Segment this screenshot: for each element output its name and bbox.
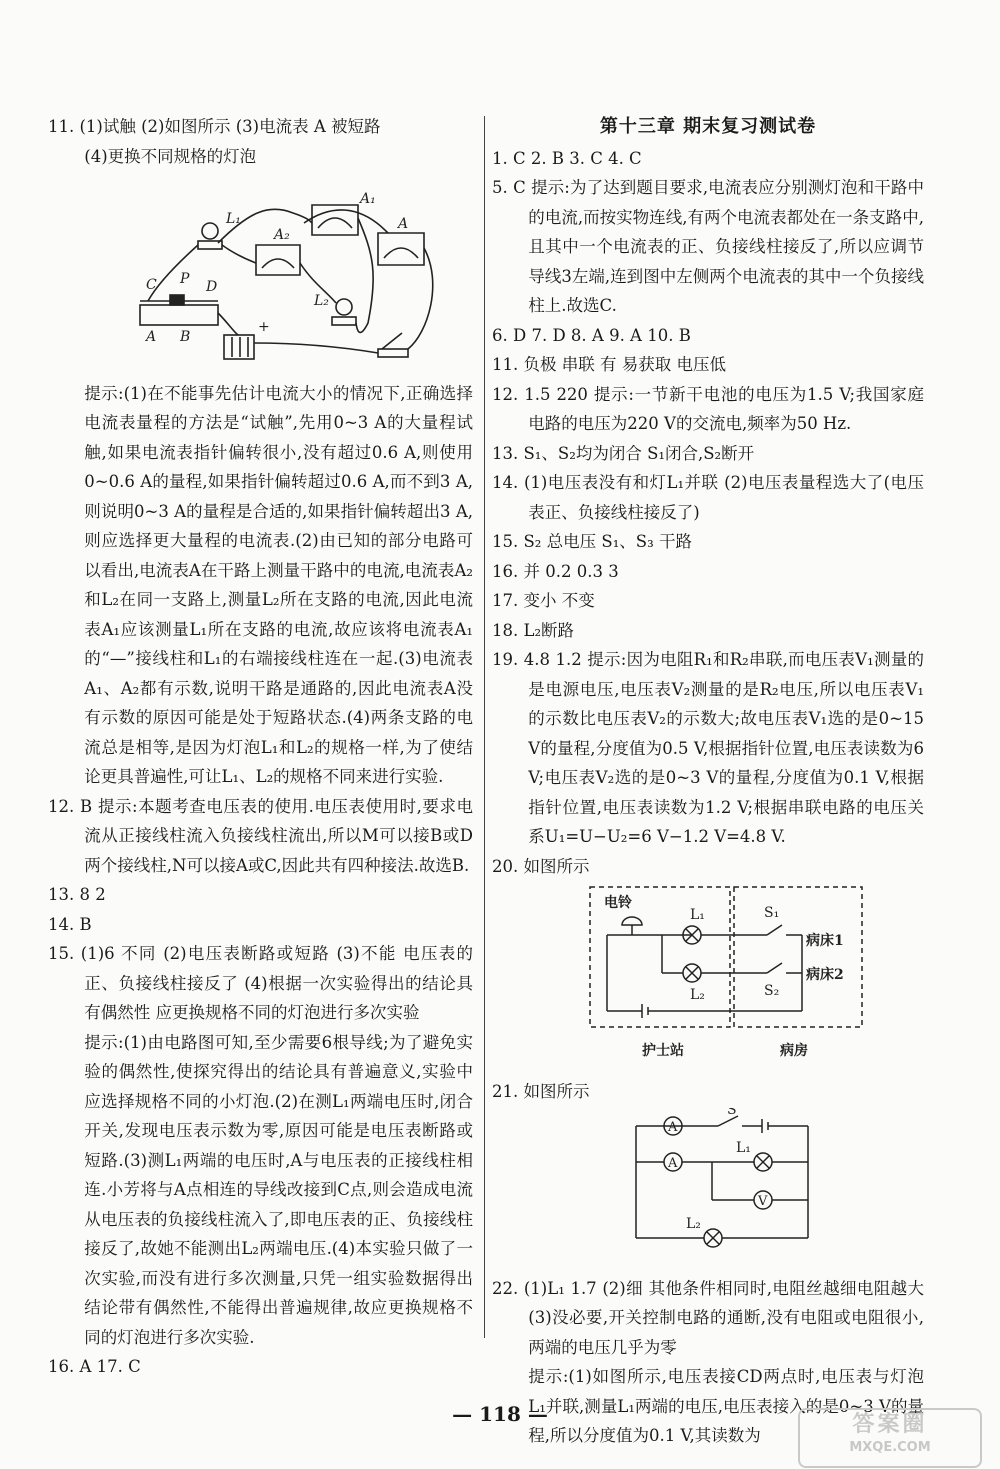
left-column bbox=[48, 112, 473, 1382]
fig11-label-a1: A₁ bbox=[360, 191, 376, 207]
q16-17-answer: 16. A 17. C bbox=[48, 1357, 141, 1376]
fig21-s-label: S bbox=[727, 1108, 737, 1118]
fig11-label-l2: L₂ bbox=[314, 293, 329, 309]
battery-icon bbox=[224, 335, 254, 359]
fig20-bed1-label: 病床1 bbox=[806, 933, 844, 949]
fig20-l1-label: L₁ bbox=[690, 907, 705, 923]
watermark-main: 答案圈 bbox=[852, 1412, 928, 1437]
bell-icon bbox=[622, 917, 642, 925]
q11-answer: 11. (1)试触 (2)如图所示 (3)电流表 A 被短路 bbox=[48, 117, 381, 136]
bulb-l1-icon bbox=[202, 223, 218, 239]
q15-answer: 15. (1)6 不同 (2)电压表断路或短路 (3)不能 电压表的正、负接线柱接反了 (4)根据一次实验得出的结论具有偶然性 应更换规格不同的灯泡进行多次实验 bbox=[48, 944, 473, 1022]
fig20-s2-label: S₂ bbox=[764, 983, 780, 999]
watermark-url: MXQE.COM bbox=[849, 1440, 931, 1455]
fig20-bell-label: 电铃 bbox=[604, 895, 632, 911]
fig21-voltmeter: V bbox=[758, 1194, 768, 1209]
fig20-bed2-label: 病床2 bbox=[806, 967, 844, 983]
q11-hint: 提示:(1)在不能事先估计电流大小的情况下,正确选择电流表量程的方法是“试触”,先用0~3 A的大量程试触,如果电流表指针偏转很小,没有超过0.6 A,则使用0~0.6 A的量程,如果指针偏转超过0.6 A,而不到3 A,则说明0~3 A的量程是合适的,如果指针偏转超出3 A,则应选择更大量程的电流表.(2)由已知的部分电路可以看出,电流表A在干路上测量干路中的电流,电流表A₂和L₂在同一支路上,测量L₂所在支路的电流,因此电流表A₁应该测量L₁所在支路的电流,故应该将电流表A₁的“—”接线柱和L₁的右端接线柱连在一起.(3)电流表A₁、A₂都有示数,说明干路是通路的,因此电流表A没有示数的原因可能是处于短路状态.(4)两条支路的电流总是相等,是因为灯泡L₁和L₂的规格一样,为了使结论更具普遍性,可让L₁、L₂的规格不同来进行实验. bbox=[84, 383, 473, 786]
q11-answer-cont: (4)更换不同规格的灯泡 bbox=[84, 146, 257, 166]
fig20-ward-label: 病房 bbox=[780, 1043, 808, 1059]
fig21-ammeter2: A bbox=[668, 1156, 678, 1171]
rheostat-body bbox=[140, 305, 218, 325]
ammeter-a-icon bbox=[378, 233, 424, 265]
q15-hint: 提示:(1)由电路图可知,至少需要6根导线;为了避免实验的偶然性,使探究得出的结论具有普遍意义,实验中应选择规格不同的小灯泡.(2)在测L₁两端电压时,闭合开关,发现电压表示数为零,原因可能是电压表断路或短路.(3)测L₁两端的电压时,A与电压表的正接线柱相连.小芳将与A点相连的导线改接到C点,则会造成电流从电压表的负接线柱流入了,即电压表的正、负接线柱接反了,故她不能测出L₂两端电压.(4)本实验只做了一次实验,而没有进行多次测量,只凭一组实验数据得出结论带有偶然性,不能得出普遍规律,故应更换规格不同的灯泡进行多次实验. bbox=[84, 1032, 473, 1347]
r-q6-10: 6. D 7. D 8. A 9. A 10. B bbox=[492, 325, 691, 345]
q21-circuit-figure bbox=[492, 1108, 924, 1268]
r-q14: 14. (1)电压表没有和灯L₁并联 (2)电压表量程选大了(电压表正、负接线柱接反了) bbox=[492, 473, 924, 522]
r-q22-hint: 提示:(1)如图所示,电压表接CD两点时,电压表与灯泡L₁并联,测量L₁两端的电压,电压表接入的是0~3 V的量程,所以分度值为0.1 V,其读数为 bbox=[528, 1367, 924, 1445]
r-q15: 15. S₂ 总电压 S₁、S₃ 干路 bbox=[492, 532, 692, 551]
r-q18: 18. L₂断路 bbox=[492, 620, 575, 640]
fig11-label-p: P bbox=[180, 271, 190, 287]
fig11-label-a: A bbox=[398, 216, 409, 232]
fig11-label-l1: L₁ bbox=[226, 211, 241, 227]
r-q17: 17. 变小 不变 bbox=[492, 591, 595, 610]
bulb-l2-icon bbox=[336, 299, 352, 315]
r-q19: 19. 4.8 1.2 提示:因为电阻R₁和R₂串联,而电压表V₁测量的是电源电压,电压表V₂测量的是R₂电压,所以电压表V₁的示数比电压表V₂的示数大;故电压表V₁选的是0~15 V的量程,分度值为0.5 V,根据指针位置,电压表读数为6 V;电压表V₂选的是0~3 V的量程,分度值为0.1 V,根据指针位置,电压表读数为1.2 V;根据串联电路的电压关系U₁=U−U₂=6 V−1.2 V=4.8 V. bbox=[492, 650, 924, 846]
q20-circuit-figure bbox=[492, 883, 924, 1071]
fig11-label-a-end: A bbox=[146, 329, 157, 345]
column-divider bbox=[484, 116, 485, 1338]
fig11-label-c: C bbox=[146, 277, 157, 293]
page-number: — 118 — bbox=[452, 1402, 548, 1426]
fig20-nurse-label: 护士站 bbox=[642, 1043, 684, 1059]
r-q5: 5. C 提示:为了达到题目要求,电流表应分别测灯泡和干路中的电流,而按实物连线,有两个电流表都处在一条支路中,且其中一个电流表的正、负接线柱接反了,所以应调节导线3左端,连到图中左侧两个电流表的其中一个负接线柱上.故选C. bbox=[492, 178, 924, 315]
fig11-label-plus: + bbox=[258, 319, 270, 335]
r-q22: 22. (1)L₁ 1.7 (2)细 其他条件相同时,电阻丝越细电阻越大 (3)没必要,开关控制电路的通断,没有电阻或电阻很小,两端的电压几乎为零 bbox=[492, 1278, 924, 1357]
r-q1-4: 1. C 2. B 3. C 4. C bbox=[492, 148, 642, 168]
r-q13: 13. S₁、S₂均为闭合 S₁闭合,S₂断开 bbox=[492, 443, 755, 463]
watermark-logo bbox=[798, 1408, 982, 1468]
r-q16: 16. 并 0.2 0.3 3 bbox=[492, 561, 619, 581]
fig21-l2-label: L₂ bbox=[686, 1216, 701, 1232]
q13-answer: 13. 8 2 bbox=[48, 885, 106, 904]
r-q12: 12. 1.5 220 提示:一节新干电池的电压为1.5 V;我国家庭电路的电压为220 V的交流电,频率为50 Hz. bbox=[492, 384, 924, 433]
q14-answer: 14. B bbox=[48, 914, 92, 934]
fig11-label-b: B bbox=[180, 329, 191, 345]
fig11-label-d: D bbox=[206, 279, 218, 295]
fig20-s1-label: S₁ bbox=[764, 905, 780, 921]
q11-circuit-figure bbox=[48, 173, 473, 373]
chapter-title: 第十三章 期末复习测试卷 bbox=[599, 116, 817, 137]
fig21-ammeter1: A bbox=[668, 1120, 678, 1135]
ammeter-a1-icon bbox=[312, 205, 358, 235]
switch-icon bbox=[378, 349, 408, 357]
r-q20: 20. 如图所示 bbox=[492, 856, 590, 876]
right-column bbox=[492, 112, 924, 1451]
r-q21: 21. 如图所示 bbox=[492, 1081, 590, 1101]
fig20-l2-label: L₂ bbox=[690, 987, 705, 1003]
r-q11: 11. 负极 串联 有 易获取 电压低 bbox=[492, 355, 726, 374]
q12-answer: 12. B 提示:本题考查电压表的使用.电压表使用时,要求电流从正接线柱流入负接线柱流出,所以M可以接B或D两个接线柱,N可以接A或C,因此共有四种接法.故选B. bbox=[48, 796, 473, 875]
ward-box bbox=[734, 887, 862, 1027]
ammeter-a2-icon bbox=[256, 245, 300, 275]
fig21-l1-label: L₁ bbox=[736, 1140, 751, 1156]
fig11-label-a2: A₂ bbox=[274, 227, 290, 243]
